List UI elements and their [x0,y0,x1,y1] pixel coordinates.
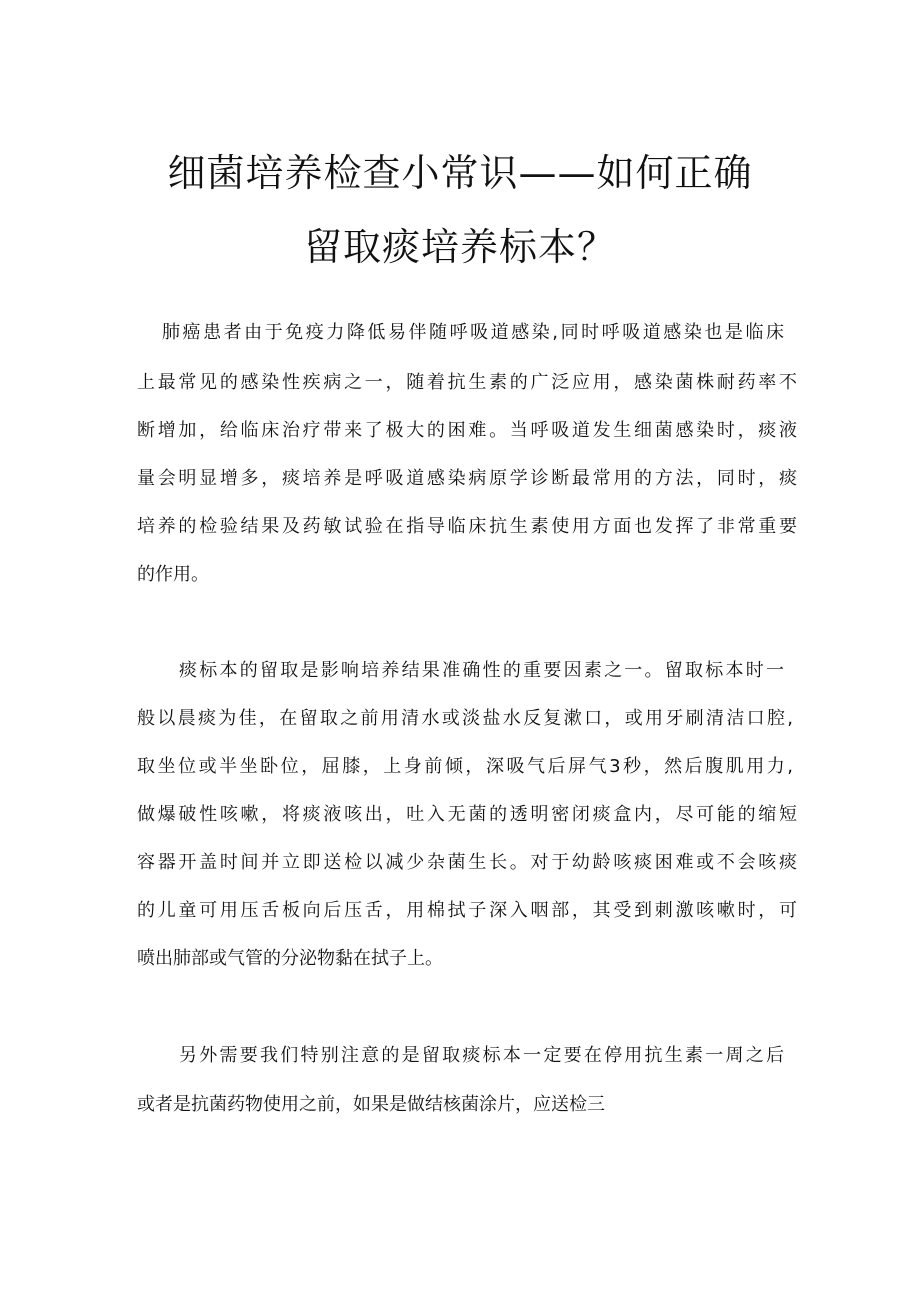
paragraph-2-line-4: 做爆破性咳嗽，将痰液咳出，吐入无菌的透明密闭痰盒内，尽可能的缩短 [137,804,797,825]
paragraph-3-line-2: 或者是抗菌药物使用之前，如果是做结核菌涂片，应送检三 [137,1094,605,1115]
paragraph-2-line-2: 般以晨痰为佳，在留取之前用清水或淡盐水反复漱口，或用牙刷清洁口腔, [137,708,793,729]
paragraph-1-line-3: 断增加，给临床治疗带来了极大的困难。当呼吸道发生细菌感染时，痰液 [137,420,797,441]
paragraph-2-line-3: 取坐位或半坐卧位，屈膝，上身前倾，深吸气后屏气3秒，然后腹肌用力, [137,756,793,777]
document-title-line-2: 留取痰培养标本？ [303,225,616,269]
paragraph-1-line-5: 培养的检验结果及药敏试验在指导临床抗生素使用方面也发挥了非常重要 [137,516,797,537]
paragraph-3-line-1: 另外需要我们特别注意的是留取痰标本一定要在停用抗生素一周之后 [179,1045,784,1066]
paragraph-2-line-7: 喷出肺部或气管的分泌物黏在拭子上。 [137,948,443,969]
paragraph-1-line-1: 肺癌患者由于免疫力降低易伴随呼吸道感染,同时呼吸道感染也是临床 [162,322,784,343]
paragraph-2-line-1: 痰标本的留取是影响培养结果准确性的重要因素之一。留取标本时一 [179,660,784,681]
document-title-line-1: 细菌培养检查小常识——如何正确 [167,151,753,195]
paragraph-2-line-5: 容器开盖时间并立即送检以减少杂菌生长。对于幼龄咳痰困难或不会咳痰 [137,852,797,873]
paragraph-1-line-4: 量会明显增多，痰培养是呼吸道感染病原学诊断最常用的方法，同时，痰 [137,468,797,489]
paragraph-1-line-2: 上最常见的感染性疾病之一，随着抗生素的广泛应用，感染菌株耐药率不 [137,372,797,393]
paragraph-2-line-6: 的儿童可用压舌板向后压舌，用棉拭子深入咽部，其受到刺激咳嗽时，可 [137,900,797,921]
paragraph-1-line-6: 的作用。 [137,564,209,585]
